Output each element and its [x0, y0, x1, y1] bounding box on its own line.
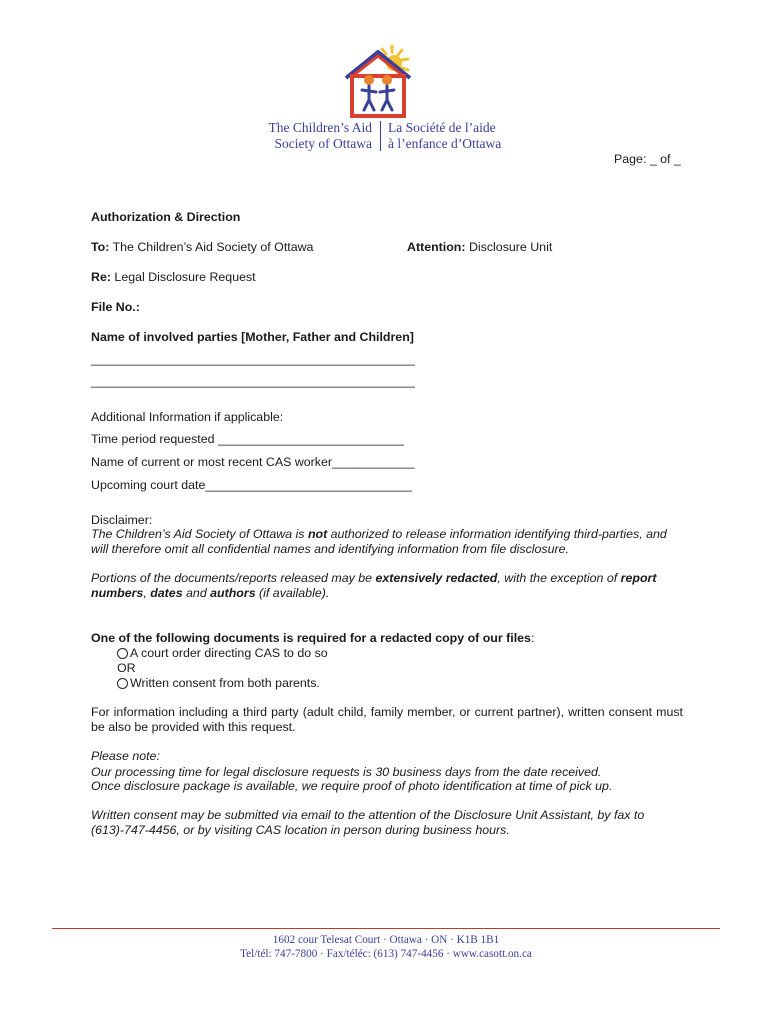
redaction-note-dates: dates [150, 586, 183, 600]
form-title: Authorization & Direction [91, 210, 241, 224]
parties-label: Name of involved parties [Mother, Father and Children] [91, 330, 414, 344]
disclaimer-text [91, 527, 683, 557]
option-written-consent[interactable] [117, 676, 320, 690]
page-number: Page: _ of _ [614, 152, 681, 166]
redaction-note-part1: Portions of the documents/reports released may be [91, 571, 376, 585]
disclaimer-text-not: not [307, 527, 328, 541]
court-order-label: A court order directing CAS to do so [130, 646, 328, 660]
org-name-fr-line1: La Société de l’aide [388, 120, 496, 135]
redaction-note-part2: , with the exception of [497, 571, 621, 585]
requirements-heading-text: One of the following documents is required for a redacted copy of our files [91, 631, 531, 645]
please-note-heading: Please note: [91, 749, 160, 763]
redaction-note-part4: and [182, 586, 211, 600]
requirements-heading-colon: : [530, 631, 535, 645]
to-value: The Children’s Aid Society of Ottawa [112, 240, 314, 254]
or-label: OR [117, 661, 136, 675]
third-party-note: For information including a third party (adult child, family member, or current partner), written consent must be also be provided with this request. [91, 705, 683, 734]
org-name-en-line1: The Children’s Aid [268, 120, 372, 135]
re-value: Legal Disclosure Request [114, 270, 256, 284]
to-field [91, 240, 313, 254]
written-consent-radio[interactable] [117, 678, 128, 689]
attention-field [407, 240, 552, 254]
processing-time-note: Our processing time for legal disclosure requests is 30 business days from the date received. [91, 765, 602, 779]
org-name-fr [388, 120, 528, 152]
court-date-field[interactable]: Upcoming court date______________________________ [91, 478, 413, 492]
option-court-order[interactable] [117, 646, 328, 660]
parties-line-1[interactable]: _______________________________________________ [91, 352, 415, 366]
to-label: To: [91, 240, 110, 254]
redaction-note-part3: , [143, 586, 151, 600]
redaction-note [91, 571, 683, 601]
time-period-field[interactable]: Time period requested ___________________________ [91, 432, 405, 446]
re-label: Re: [91, 270, 111, 284]
org-name-fr-line2: à l’enfance d’Ottawa [388, 136, 502, 151]
consent-submission-note: Written consent may be submitted via email to the attention of the Disclosure Unit Assistant, by fax to (613)-747-4456, or by visiting CAS location in person during business hours. [91, 808, 645, 837]
org-name-en [250, 120, 372, 152]
redaction-note-report-numbers: report numbers [91, 571, 657, 600]
cas-logo [340, 44, 416, 120]
disclaimer-heading: Disclaimer: [91, 513, 153, 527]
file-no-label[interactable]: File No.: [91, 300, 140, 314]
footer-contact: Tel/tél: 747-7800 · Fax/téléc: (613) 747-4456 · www.casott.on.ca [240, 948, 532, 960]
redaction-note-authors: authors [210, 586, 256, 600]
house-children-logo-icon [340, 44, 416, 120]
cas-worker-field[interactable]: Name of current or most recent CAS worker____________ [91, 455, 415, 469]
written-consent-label: Written consent from both parents. [130, 676, 320, 690]
org-name-en-line2: Society of Ottawa [274, 136, 372, 151]
re-field [91, 270, 256, 284]
disclaimer-text-part2: authorized to release information identifying third-parties, and will therefore omit all confidential names and identifying information from file disclosure. [91, 527, 667, 556]
footer-address: 1602 cour Telesat Court · Ottawa · ON · K1B 1B1 [272, 934, 500, 946]
requirements-heading [91, 631, 534, 645]
org-name-divider [380, 121, 381, 151]
redaction-note-extensively-redacted: extensively redacted [375, 571, 498, 585]
footer-rule [52, 928, 720, 929]
additional-info-label: Additional Information if applicable: [91, 410, 284, 424]
photo-id-note: Once disclosure package is available, we require proof of photo identification at time of pick up. [91, 779, 613, 793]
disclaimer-text-part1: The Children’s Aid Society of Ottawa is [91, 527, 308, 541]
attention-label: Attention: [407, 240, 466, 254]
parties-line-2[interactable]: _______________________________________________ [91, 374, 415, 388]
court-order-radio[interactable] [117, 648, 128, 659]
redaction-note-part5: (if available). [255, 586, 330, 600]
attention-value: Disclosure Unit [468, 240, 553, 254]
